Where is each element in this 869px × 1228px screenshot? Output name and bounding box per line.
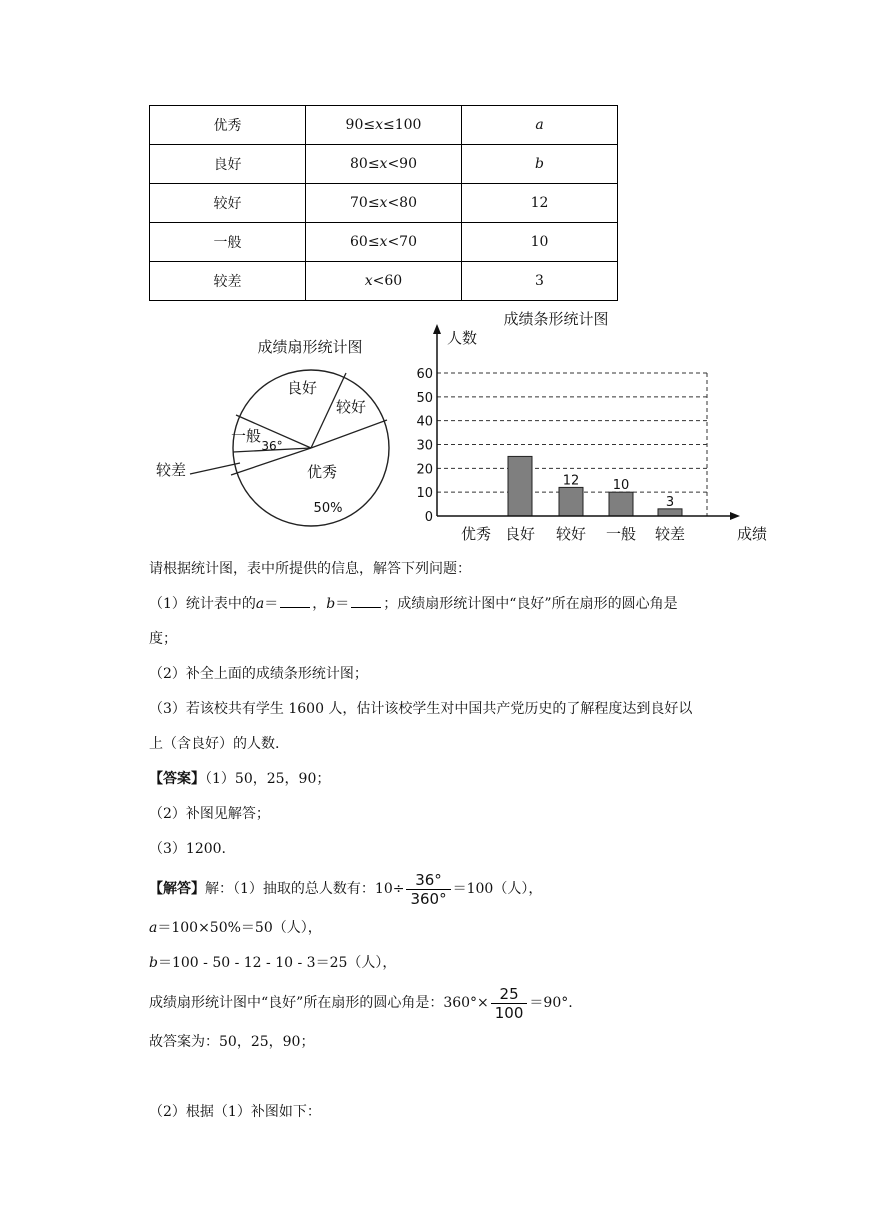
- pie-label-lianghao: 良好: [286, 379, 318, 397]
- solution-b-var: b: [149, 955, 158, 971]
- q3-text-2: 上（含良好）的人数.: [149, 736, 280, 752]
- range-variable: x: [375, 117, 383, 133]
- bar-y-tick-label: 10: [416, 486, 433, 502]
- answer-1: （1）50，25，90；: [205, 771, 331, 787]
- fraction-25-over-100: [491, 985, 528, 1022]
- table-cell-level: 一般: [150, 223, 306, 262]
- bar-ylabel: 人数: [446, 329, 478, 347]
- range-suffix: <90: [387, 156, 417, 172]
- answer-line-2: [149, 797, 789, 832]
- table-cell-count: b: [462, 145, 618, 184]
- range-prefix: 80≤: [350, 156, 380, 172]
- bar-category-label: 良好: [504, 525, 536, 543]
- table-cell-range: [306, 106, 462, 145]
- grade-table: [149, 105, 618, 301]
- solution-end-1: ＝100（人），: [452, 881, 543, 897]
- range-prefix: 70≤: [350, 195, 380, 211]
- range-variable: x: [379, 195, 388, 211]
- q1-rest: ；成绩扇形统计图中“良好”所在扇形的圆心角是: [383, 596, 678, 612]
- bar-y-tick-label: 20: [416, 462, 433, 478]
- q1-prefix: （1）统计表中的: [149, 596, 256, 612]
- table-cell-level: 较好: [150, 184, 306, 223]
- bar-title: 成绩条形统计图: [503, 310, 609, 328]
- solution-line-1: [149, 867, 789, 911]
- solution-b-line: [149, 946, 789, 981]
- question-3-line-2: [149, 727, 789, 762]
- fraction-1-numerator: 36°: [406, 871, 450, 890]
- answer-blank-a[interactable]: [280, 593, 310, 608]
- q1-var-a: a: [255, 596, 265, 612]
- solution-2: （2）根据（1）补图如下：: [149, 1104, 321, 1120]
- q1-equals-a: ＝: [264, 596, 279, 612]
- range-prefix: 60≤: [350, 234, 380, 250]
- pie-chart: [156, 338, 389, 526]
- question-and-solution: [149, 552, 789, 1130]
- range-prefix: 90≤: [345, 117, 376, 133]
- range-variable: x: [379, 156, 388, 172]
- solution-angle-prefix: 成绩扇形统计图中“良好”所在扇形的圆心角是：360°×: [149, 995, 489, 1011]
- bar-data-label: 10: [612, 478, 630, 494]
- answer-blank-b[interactable]: [351, 593, 381, 608]
- answer-line-1: [149, 762, 789, 797]
- answer-3: （3）1200.: [149, 841, 226, 857]
- intro-line: [149, 552, 789, 587]
- q2-text: （2）补全上面的成绩条形统计图；: [149, 666, 368, 682]
- question-1-end-line: [149, 622, 789, 657]
- pie-value-yiban: 36°: [261, 439, 283, 453]
- pie-label-jiaohao: 较好: [335, 398, 367, 416]
- solution-2-line: [149, 1095, 789, 1130]
- bar-marks: [508, 456, 682, 516]
- bar-y-tick-label: 60: [416, 367, 433, 382]
- solution-start: 解：（1）抽取的总人数有：10÷: [205, 881, 405, 897]
- table-cell-range: [306, 145, 462, 184]
- q1-var-b: b: [326, 596, 336, 612]
- solution-a: ＝100×50%＝50（人），: [157, 920, 322, 936]
- pie-value-youxiu: 50%: [313, 501, 343, 516]
- bar-x-axis-arrow: [730, 512, 740, 520]
- bar-category-label: 一般: [605, 525, 637, 543]
- answer-label: 【答案】: [149, 771, 205, 787]
- table-cell-range: [306, 184, 462, 223]
- range-variable: x: [379, 234, 388, 250]
- bar-category-label: 优秀: [460, 525, 492, 543]
- table-row: [150, 184, 618, 223]
- q3-text-1: （3）若该校共有学生 1600 人，估计该校学生对中国共产党历史的了解程度达到良好以: [149, 701, 693, 717]
- answer-2: （2）补图见解答；: [149, 806, 270, 822]
- bar-data-label: 3: [665, 494, 675, 510]
- question-2-line: [149, 657, 789, 692]
- spacer: [149, 1060, 789, 1095]
- bar-y-axis-arrow: [433, 324, 441, 334]
- bar-y-tick-label: 30: [416, 438, 433, 454]
- question-3-line-1: [149, 692, 789, 727]
- pie-label-jiaocha: 较差: [155, 461, 187, 479]
- q1-equals-b: ＝: [335, 596, 350, 612]
- pie-title: 成绩扇形统计图: [257, 338, 363, 356]
- fraction-2-numerator: 25: [491, 985, 528, 1004]
- table-cell-range: [306, 262, 462, 301]
- fraction-1-denominator: 360°: [410, 889, 447, 908]
- solution-angle-suffix: ＝90°.: [529, 995, 573, 1011]
- question-1-line: [149, 587, 789, 622]
- table-row: [150, 106, 618, 145]
- range-suffix: <60: [372, 273, 403, 289]
- bar-y-tick-label: 40: [416, 414, 433, 430]
- table-row: [150, 145, 618, 184]
- table-cell-count: 3: [462, 262, 618, 301]
- pie-label-yiban: 一般: [230, 427, 262, 445]
- solution-final: 故答案为：50，25，90；: [149, 1034, 315, 1050]
- fraction-2-denominator: 100: [494, 1003, 524, 1022]
- bar-xlabel: 成绩: [736, 525, 768, 543]
- solution-a-var: a: [149, 920, 158, 936]
- charts-figure: [0, 300, 869, 550]
- bar-4: [658, 509, 682, 516]
- range-suffix: <80: [387, 195, 417, 211]
- range-suffix: ≤100: [383, 117, 422, 133]
- table-row: [150, 223, 618, 262]
- bar-2: [559, 487, 583, 516]
- answer-line-3: [149, 832, 789, 867]
- solution-b: ＝100 - 50 - 12 - 10 - 3＝25（人），: [157, 955, 397, 971]
- bar-3: [609, 492, 633, 516]
- bar-categories: [461, 525, 685, 543]
- solution-final-line: [149, 1025, 789, 1060]
- table-cell-count: 10: [462, 223, 618, 262]
- range-variable: x: [364, 273, 373, 289]
- range-suffix: <70: [387, 234, 417, 250]
- bar-category-label: 较好: [555, 525, 587, 543]
- solution-angle-line: [149, 981, 789, 1025]
- table-cell-level: 优秀: [150, 106, 306, 145]
- solution-label: 【解答】: [149, 881, 205, 897]
- table-cell-count: a: [462, 106, 618, 145]
- bar-chart: [416, 310, 767, 543]
- pie-label-youxiu: 优秀: [306, 463, 338, 481]
- fraction-36-over-360: [406, 871, 450, 908]
- bar-category-label: 较差: [654, 525, 686, 543]
- bar-y-tick-label: 0: [424, 510, 433, 525]
- intro-text: 请根据统计图，表中所提供的信息，解答下列问题：: [149, 561, 471, 577]
- bar-y-ticks: [416, 367, 433, 525]
- bar-1: [508, 456, 532, 516]
- table-cell-count: 12: [462, 184, 618, 223]
- solution-a-line: [149, 911, 789, 946]
- table-cell-level: 良好: [150, 145, 306, 184]
- table-cell-range: [306, 223, 462, 262]
- q1-end: 度；: [149, 631, 177, 647]
- pie-leader-line-jiaocha: [190, 463, 240, 474]
- bar-y-tick-label: 50: [416, 390, 433, 406]
- table-row: [150, 262, 618, 301]
- bar-data-label: 12: [562, 473, 580, 489]
- q1-separator: ，: [312, 596, 327, 612]
- table-cell-level: 较差: [150, 262, 306, 301]
